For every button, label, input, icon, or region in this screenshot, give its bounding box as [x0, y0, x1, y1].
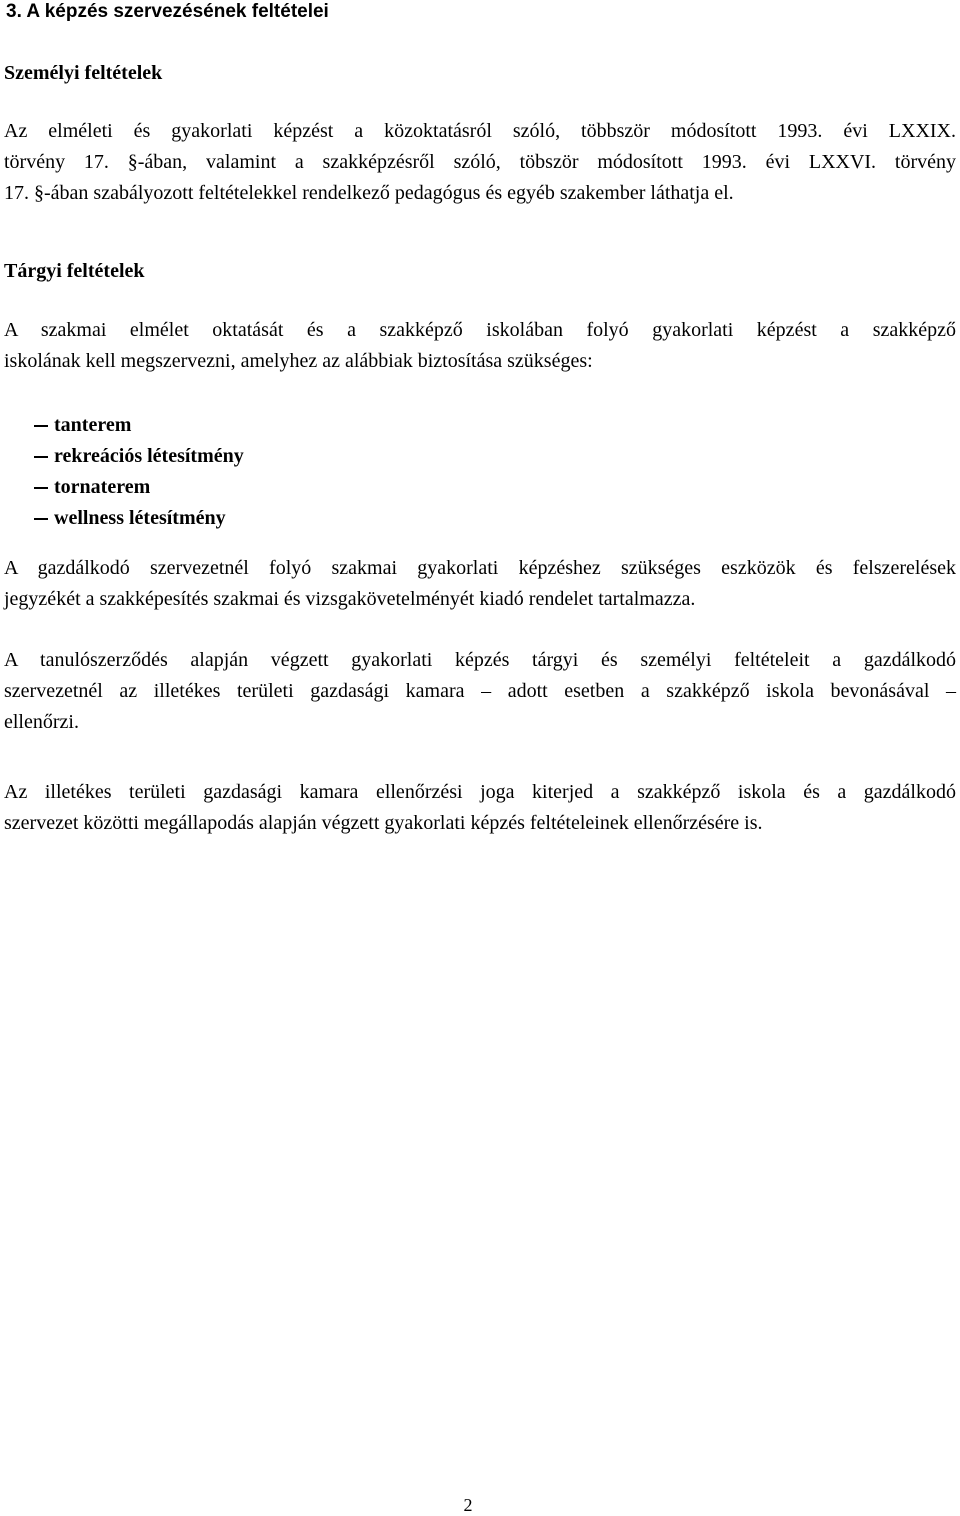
paragraph-line: Az illetékes területi gazdasági kamara ellenőrzési joga kiterjed a szakképző iskola és a gazdálkodó: [4, 781, 956, 803]
dash-bullet-icon: [34, 425, 48, 427]
paragraph-line: 17. §-ában szabályozott feltételekkel rendelkező pedagógus és egyéb szakember láthatja el.: [4, 182, 734, 204]
dash-bullet-icon: [34, 456, 48, 458]
paragraph-line: szervezetnél az illetékes területi gazdasági kamara – adott esetben a szakképző iskola bevonásával –: [4, 680, 956, 702]
personal-conditions-heading: Személyi feltételek: [4, 62, 163, 84]
chamber-paragraph: [4, 777, 956, 839]
paragraph-line: jegyzékét a szakképesítés szakmai és vizsgakövetelményét kiadó rendelet tartalmazza.: [4, 588, 696, 610]
list-item-label: rekreációs létesítmény: [54, 445, 244, 467]
material-conditions-heading: Tárgyi feltételek: [4, 260, 145, 282]
section-title: 3. A képzés szervezésének feltételei: [6, 1, 329, 22]
list-item-label: tanterem: [54, 414, 132, 436]
paragraph-line: szervezet közötti megállapodás alapján végzett gyakorlati képzés feltételeinek ellenőrzésére is.: [4, 812, 763, 834]
list-item: [34, 503, 244, 534]
personal-conditions-paragraph: [4, 116, 956, 209]
page-number: 2: [463, 1495, 473, 1515]
material-intro-paragraph: [4, 315, 956, 377]
list-item-label: tornaterem: [54, 476, 151, 498]
paragraph-line: ellenőrzi.: [4, 711, 79, 733]
paragraph-line: A szakmai elmélet oktatását és a szakképző iskolában folyó gyakorlati képzést a szakképző: [4, 319, 956, 341]
paragraph-line: törvény 17. §-ában, valamint a szakképzésről szóló, töbször módosított 1993. évi LXXVI. törvény: [4, 151, 956, 173]
paragraph-line: Az elméleti és gyakorlati képzést a közoktatásról szóló, többször módosított 1993. évi LXXIX.: [4, 120, 956, 142]
dash-bullet-icon: [34, 518, 48, 520]
dash-bullet-icon: [34, 487, 48, 489]
paragraph-line: A tanulószerződés alapján végzett gyakorlati képzés tárgyi és személyi feltételeit a gazdálkodó: [4, 649, 956, 671]
apprenticeship-paragraph: [4, 645, 956, 738]
list-item: [34, 472, 244, 503]
list-item: [34, 410, 244, 441]
list-item-label: wellness létesítmény: [54, 507, 226, 529]
facility-list: [34, 410, 244, 534]
equipment-paragraph: [4, 553, 956, 615]
paragraph-line: iskolának kell megszervezni, amelyhez az alábbiak biztosítása szükséges:: [4, 350, 593, 372]
paragraph-line: A gazdálkodó szervezetnél folyó szakmai gyakorlati képzéshez szükséges eszközök és felszerelések: [4, 557, 956, 579]
list-item: [34, 441, 244, 472]
